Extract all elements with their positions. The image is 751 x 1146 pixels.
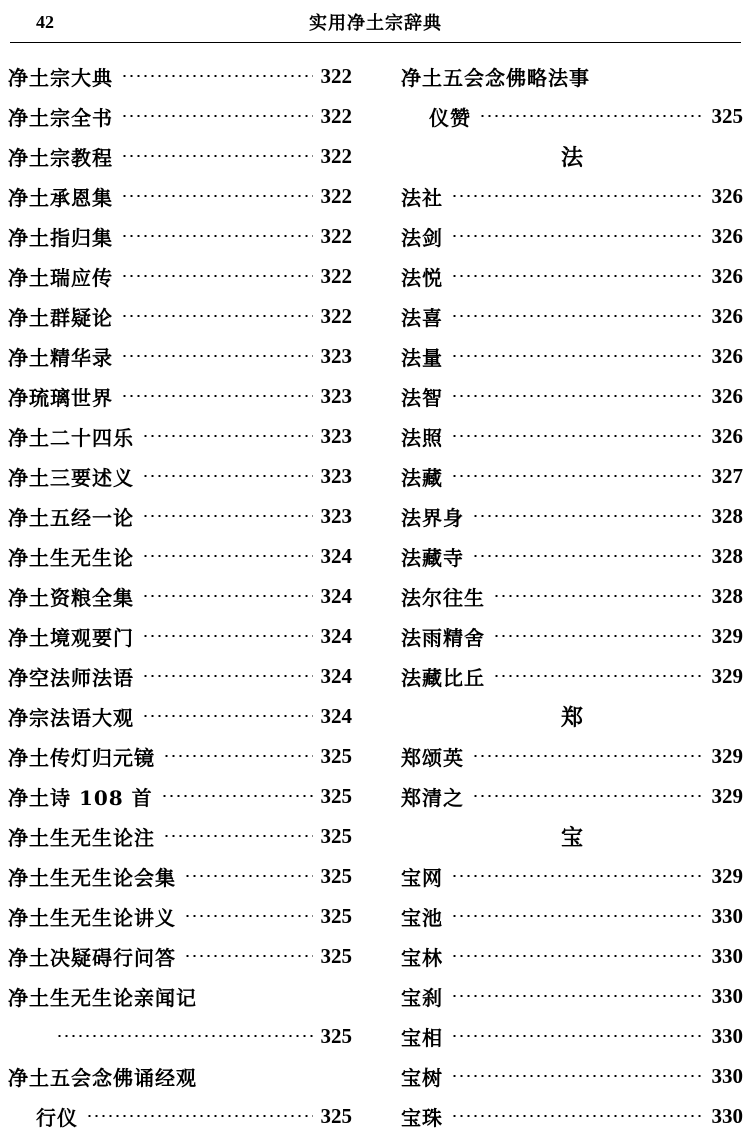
dot-leader [184,875,313,877]
index-entry [8,496,352,536]
entry-term: 净土生无生论会集 [8,865,176,890]
entry-page: 322 [320,303,352,328]
index-entry [8,1096,352,1136]
entry-page: 327 [711,463,743,488]
index-entry [8,616,352,656]
dot-leader [142,715,313,717]
index-entry [8,96,352,136]
entry-term: 净土承恩集 [8,185,113,210]
index-entry [8,696,352,736]
dot-leader [493,595,704,597]
section-heading: 宝 [560,824,583,851]
dot-leader [472,515,704,517]
index-entry [401,456,743,496]
entry-term: 净土宗大典 [8,65,113,90]
dot-leader [163,755,313,757]
dot-leader [472,755,704,757]
index-entry [8,376,352,416]
index-entry [8,856,352,896]
entry-term: 宝网 [401,865,443,890]
entry-page: 322 [320,183,352,208]
section-heading: 法 [560,144,583,171]
entry-page: 330 [711,943,743,968]
index-entry [401,256,743,296]
entry-page: 329 [711,663,743,688]
index-entry-line [8,1056,352,1096]
entry-term: 净空法师法语 [8,665,134,690]
dot-leader [184,955,313,957]
dot-leader [451,355,704,357]
entry-term: 法智 [401,385,443,410]
entry-page: 325 [320,863,352,888]
entry-page: 324 [320,703,352,728]
entry-page: 322 [320,223,352,248]
index-entry [8,256,352,296]
entry-page: 322 [320,103,352,128]
index-entry [8,416,352,456]
entry-page: 323 [320,423,352,448]
dot-leader [121,155,313,157]
left-column [8,56,352,1136]
entry-term: 法照 [401,425,443,450]
entry-page: 323 [320,383,352,408]
entry-term: 净土瑞应传 [8,265,113,290]
dot-leader [161,795,313,797]
index-entry [401,496,743,536]
entry-page: 325 [320,823,352,848]
entry-term: 法社 [401,185,443,210]
index-entry [401,896,743,936]
dot-leader [142,595,313,597]
index-entry [8,816,352,856]
index-entry [401,296,743,336]
entry-term: 净土诗 108 首 [8,785,153,810]
entry-term: 法喜 [401,305,443,330]
index-entry [401,536,743,576]
index-entry [8,896,352,936]
entry-term: 净土群疑论 [8,305,113,330]
index-entry [8,136,352,176]
dot-leader [142,435,313,437]
entry-term: 宝池 [401,905,443,930]
index-entry [8,736,352,776]
entry-term: 郑颂英 [401,745,464,770]
entry-page: 330 [711,983,743,1008]
entry-page: 325 [320,1023,352,1048]
index-entry-line [401,56,743,96]
entry-page: 325 [320,943,352,968]
index-entry [401,96,743,136]
index-entry [8,296,352,336]
entry-page: 325 [320,783,352,808]
dot-leader [121,235,313,237]
entry-page: 326 [711,303,743,328]
section-heading: 郑 [560,704,583,731]
entry-term: 法界身 [401,505,464,530]
entry-term: 净土境观要门 [8,625,134,650]
entry-term: 法尔往生 [401,585,485,610]
dot-leader [493,635,704,637]
dot-leader [451,235,704,237]
entry-page: 324 [320,623,352,648]
index-entry [8,656,352,696]
dot-leader [121,355,313,357]
index-entry [8,216,352,256]
dot-leader [451,435,704,437]
dot-leader [451,275,704,277]
dot-leader [121,315,313,317]
index-entry [401,576,743,616]
dot-leader [451,395,704,397]
entry-term: 宝刹 [401,985,443,1010]
entry-term: 净土宗教程 [8,145,113,170]
right-column [401,56,743,1136]
entry-term: 郑清之 [401,785,464,810]
entry-term: 法藏比丘 [401,665,485,690]
page-header [0,0,751,44]
entry-term: 净土精华录 [8,345,113,370]
dot-leader [451,1115,704,1117]
entry-page: 328 [711,543,743,568]
entry-term: 宝珠 [401,1105,443,1130]
entry-page: 326 [711,263,743,288]
dot-leader [121,395,313,397]
entry-term: 净土指归集 [8,225,113,250]
entry-term: 宝林 [401,945,443,970]
entry-page: 326 [711,223,743,248]
entry-page: 330 [711,1023,743,1048]
index-entry [401,336,743,376]
index-entry [401,856,743,896]
entry-term: 净土二十四乐 [8,425,134,450]
entry-term: 法量 [401,345,443,370]
index-entry [8,56,352,96]
index-entry [8,176,352,216]
entry-term: 净土五会念佛略法事 [401,65,590,90]
entry-page: 325 [320,743,352,768]
index-entry [8,336,352,376]
entry-term: 净土资粮全集 [8,585,134,610]
dot-leader [451,195,704,197]
index-entry [401,616,743,656]
entry-page: 322 [320,63,352,88]
dot-leader [56,1035,313,1037]
dot-leader [451,1075,704,1077]
entry-page: 329 [711,863,743,888]
index-entry [401,376,743,416]
entry-page: 324 [320,543,352,568]
index-entry [401,1056,743,1096]
entry-page: 324 [320,583,352,608]
header-rule [10,42,741,43]
entry-term: 净土传灯归元镜 [8,745,155,770]
entry-page: 329 [711,743,743,768]
entry-page: 328 [711,583,743,608]
entry-page: 329 [711,783,743,808]
entry-term: 宝相 [401,1025,443,1050]
dot-leader [184,915,313,917]
entry-term: 法藏寺 [401,545,464,570]
index-entry [8,936,352,976]
index-entry [401,216,743,256]
index-entry-line [8,976,352,1016]
entry-term: 仪赞 [429,105,471,130]
entry-term: 净土生无生论注 [8,825,155,850]
index-entry [8,456,352,496]
index-entry [401,736,743,776]
dot-leader [142,515,313,517]
dot-leader [451,955,704,957]
index-entry [401,776,743,816]
entry-page: 323 [320,503,352,528]
entry-page: 326 [711,183,743,208]
entry-page: 328 [711,503,743,528]
page-number: 42 [36,12,54,32]
entry-term: 净土五经一论 [8,505,134,530]
entry-term: 宝树 [401,1065,443,1090]
entry-term: 法雨精舍 [401,625,485,650]
dot-leader [451,475,704,477]
entry-term: 净土生无生论亲闻记 [8,985,197,1010]
index-entry [401,936,743,976]
index-entry [8,576,352,616]
dot-leader [493,675,704,677]
entry-term: 法剑 [401,225,443,250]
entry-page: 323 [320,463,352,488]
dot-leader [121,115,313,117]
index-entry [8,1016,352,1056]
dot-leader [451,1035,704,1037]
entry-page: 326 [711,383,743,408]
index-entry [8,776,352,816]
entry-page: 329 [711,623,743,648]
entry-term: 净土五会念佛诵经观 [8,1065,197,1090]
dot-leader [142,475,313,477]
index-entry [401,176,743,216]
entry-page: 322 [320,143,352,168]
dot-leader [472,795,704,797]
entry-page: 322 [320,263,352,288]
dot-leader [142,675,313,677]
dot-leader [451,995,704,997]
index-entry [401,976,743,1016]
entry-page: 324 [320,663,352,688]
index-entry [401,1096,743,1136]
entry-page: 330 [711,903,743,928]
entry-term: 净土生无生论 [8,545,134,570]
entry-term: 净土三要述义 [8,465,134,490]
entry-page: 325 [711,103,743,128]
index-entry [401,1016,743,1056]
dot-leader [163,835,313,837]
dot-leader [451,315,704,317]
entry-term: 净土决疑碍行问答 [8,945,176,970]
entry-term: 净土生无生论讲义 [8,905,176,930]
dot-leader [142,635,313,637]
dot-leader [121,275,313,277]
entry-term: 法悦 [401,265,443,290]
entry-term: 净琉璃世界 [8,385,113,410]
dot-leader [86,1115,313,1117]
entry-page: 323 [320,343,352,368]
entry-term: 净宗法语大观 [8,705,134,730]
dot-leader [451,915,704,917]
entry-page: 326 [711,343,743,368]
entry-term: 净土宗全书 [8,105,113,130]
entry-page: 330 [711,1063,743,1088]
entry-page: 326 [711,423,743,448]
entry-term: 法藏 [401,465,443,490]
dot-leader [142,555,313,557]
entry-page: 325 [320,1103,352,1128]
dot-leader [121,75,313,77]
entry-term: 行仪 [36,1105,78,1130]
book-title: 实用净土宗辞典 [309,13,442,34]
index-entry [401,416,743,456]
dot-leader [121,195,313,197]
dot-leader [479,115,704,117]
entry-page: 330 [711,1103,743,1128]
dot-leader [472,555,704,557]
entry-page: 325 [320,903,352,928]
index-entry [401,656,743,696]
index-entry [8,536,352,576]
dot-leader [451,875,704,877]
